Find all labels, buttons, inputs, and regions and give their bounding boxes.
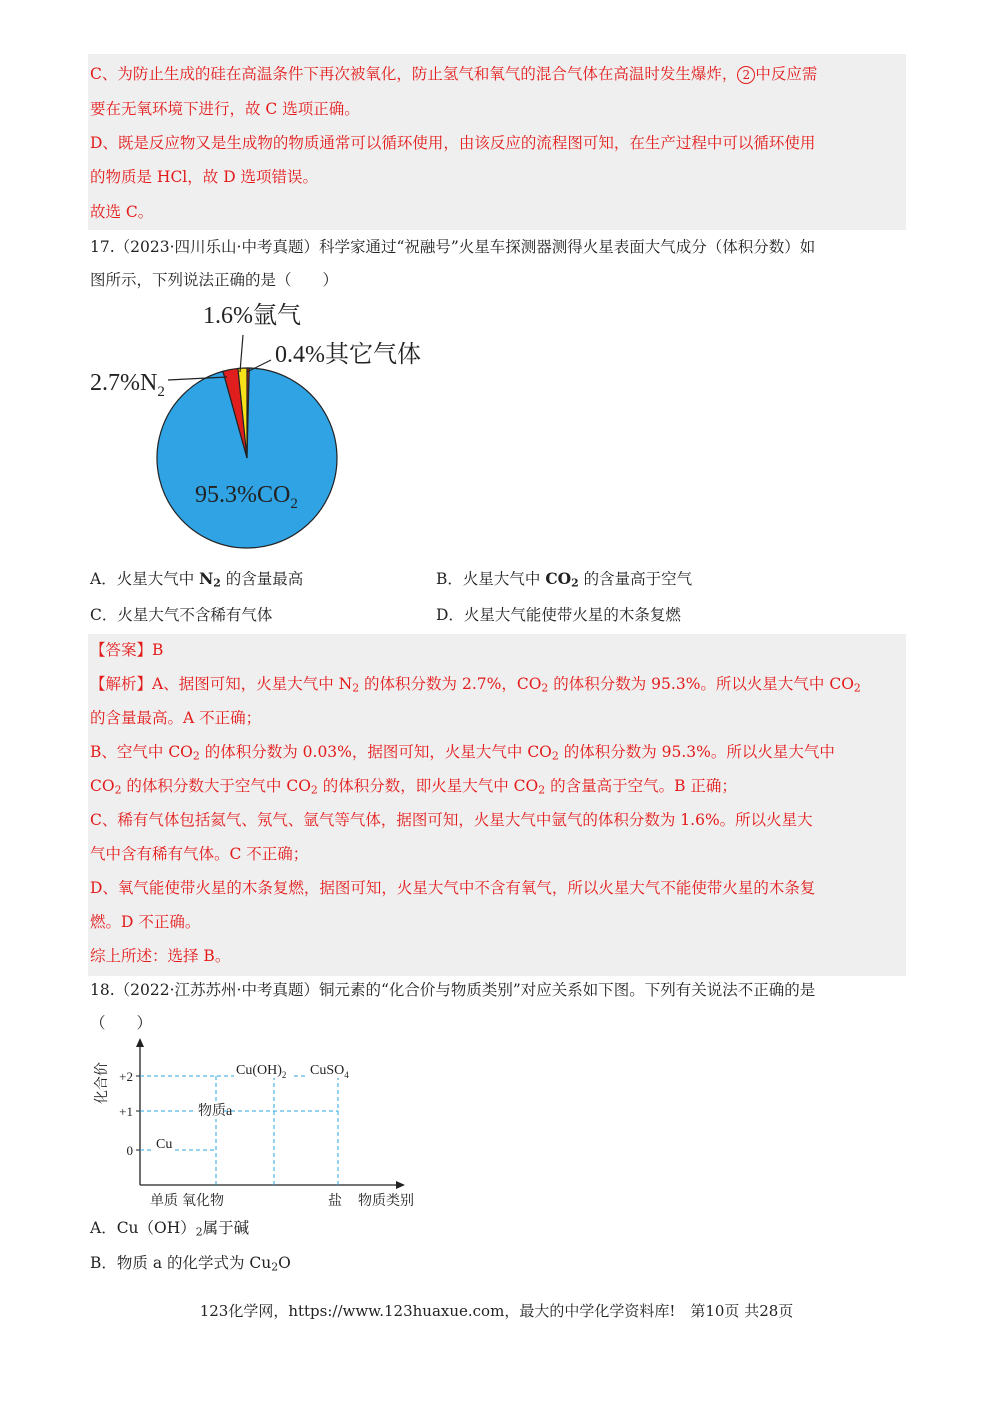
q17-stem-line1: 17.（2023·四川乐山·中考真题）科学家通过“祝融号”火星车探测器测得火星表面大气成分（体积分数）如 <box>90 238 816 256</box>
page-footer: 123化学网，https://www.123huaxue.com，最大的中学化学资料库! 第10页 共28页 <box>199 1302 794 1320</box>
argon-leader-line <box>240 335 243 372</box>
x-category-label: 氧化物 <box>182 1194 224 1209</box>
pie-label-argon: 1.6%氩气 <box>203 303 301 329</box>
q17-analysis-line1: 【解析】A、据图可知，火星大气中 $N_2$ 的体积分数为 2.7%，$CO_2$ 的体积分数为 95.3%。所以火星大气中 $CO_2$ <box>90 675 861 695</box>
pie-label-co2: $95.3\%CO_2$ <box>195 482 298 512</box>
q16-analysis-c-line2: 要在无氧环境下进行，故 C 选项正确。 <box>90 100 360 118</box>
x-axis-arrow <box>396 1181 405 1189</box>
q17-analysis-line5: C、稀有气体包括氦气、氖气、氩气等气体，据图可知，火星大气中氩气的体积分数为 1.6%。所以火星大 <box>90 811 813 829</box>
x-axis-label: 物质类别 <box>358 1194 414 1209</box>
y-axis-label: 化合价 <box>95 1062 110 1104</box>
point-label: Cu <box>156 1137 173 1152</box>
y-tick-label: 0 <box>126 1143 133 1158</box>
x-category-label: 盐 <box>328 1194 342 1209</box>
q18-option-b[interactable]: B．物质 a 的化学式为 $Cu_2O$ <box>90 1254 291 1274</box>
q17-analysis-line6: 气中含有稀有气体。C 不正确； <box>90 845 309 863</box>
q17-stem-line2: 图所示，下列说法正确的是（ ） <box>90 271 339 289</box>
point-label: 物质a <box>198 1104 233 1119</box>
point-label: CuSO$_4$ <box>310 1063 349 1080</box>
q17-analysis-line3: B、空气中 $CO_2$ 的体积分数为 0.03%，据图可知，火星大气中 $CO_2$ 的体积分数为 95.3%。所以火星大气中 <box>90 743 835 763</box>
q18-stem-line1: 18.（2022·江苏苏州·中考真题）铜元素的“化合价与物质类别”对应关系如下图。下列有关说法不正确的是 <box>90 981 816 999</box>
y-axis-arrow <box>136 1038 144 1047</box>
q16-analysis-d-line1: D、既是反应物又是生成物的物质通常可以循环使用，由该反应的流程图可知，在生产过程中可以循环使用 <box>90 134 816 152</box>
mars-atmosphere-pie-chart <box>85 290 465 560</box>
q18-stem-line2: （ ） <box>90 1014 153 1032</box>
q17-option-d[interactable]: D．火星大气能使带火星的木条复燃 <box>436 606 681 624</box>
q17-analysis-line8: 燃。D 不正确。 <box>90 913 201 931</box>
q17-analysis-line4: $CO_2$ 的体积分数大于空气中 $CO_2$ 的体积分数，即火星大气中 $CO_2$ 的含量高于空气。B 正确； <box>90 777 737 797</box>
q17-option-c[interactable]: C．火星大气不含稀有气体 <box>90 606 273 624</box>
circled-number-2: 2 <box>737 66 755 84</box>
q17-option-a[interactable]: A．火星大气中 $N_2$ 的含量最高 <box>90 569 304 590</box>
point-label: $Cu(OH)_2$ <box>236 1063 287 1080</box>
q17-answer: 【答案】B <box>90 641 164 659</box>
x-category-label: 单质 <box>150 1194 178 1209</box>
q16-analysis-d-line2: 的物质是 HCl，故 D 选项错误。 <box>90 168 319 186</box>
q17-option-b[interactable]: B．火星大气中 $CO_2$ 的含量高于空气 <box>436 569 693 590</box>
q17-analysis-line7: D、氧气能使带火星的木条复燃，据图可知，火星大气中不含有氧气，所以火星大气不能使带火星的木条复 <box>90 879 816 897</box>
q16-conclusion: 故选 C。 <box>90 203 154 221</box>
copper-valence-chart <box>88 1035 428 1215</box>
pie-label-n2: $2.7\%N_2$ <box>90 370 165 400</box>
q16-analysis-c-line1: C、为防止生成的硅在高温条件下再次被氧化，防止氢气和氧气的混合气体在高温时发生爆炸， 2 中反应需 <box>90 65 818 83</box>
q17-analysis-line2: 的含量最高。A 不正确； <box>90 709 262 727</box>
q17-analysis-line9: 综上所述：选择 B。 <box>90 947 231 965</box>
y-tick-label: +2 <box>119 1069 133 1084</box>
q18-option-a[interactable]: A．$Cu(OH)_2$属于碱 <box>90 1219 250 1239</box>
y-tick-label: +1 <box>119 1104 133 1119</box>
pie-label-other: 0.4%其它气体 <box>275 342 421 368</box>
